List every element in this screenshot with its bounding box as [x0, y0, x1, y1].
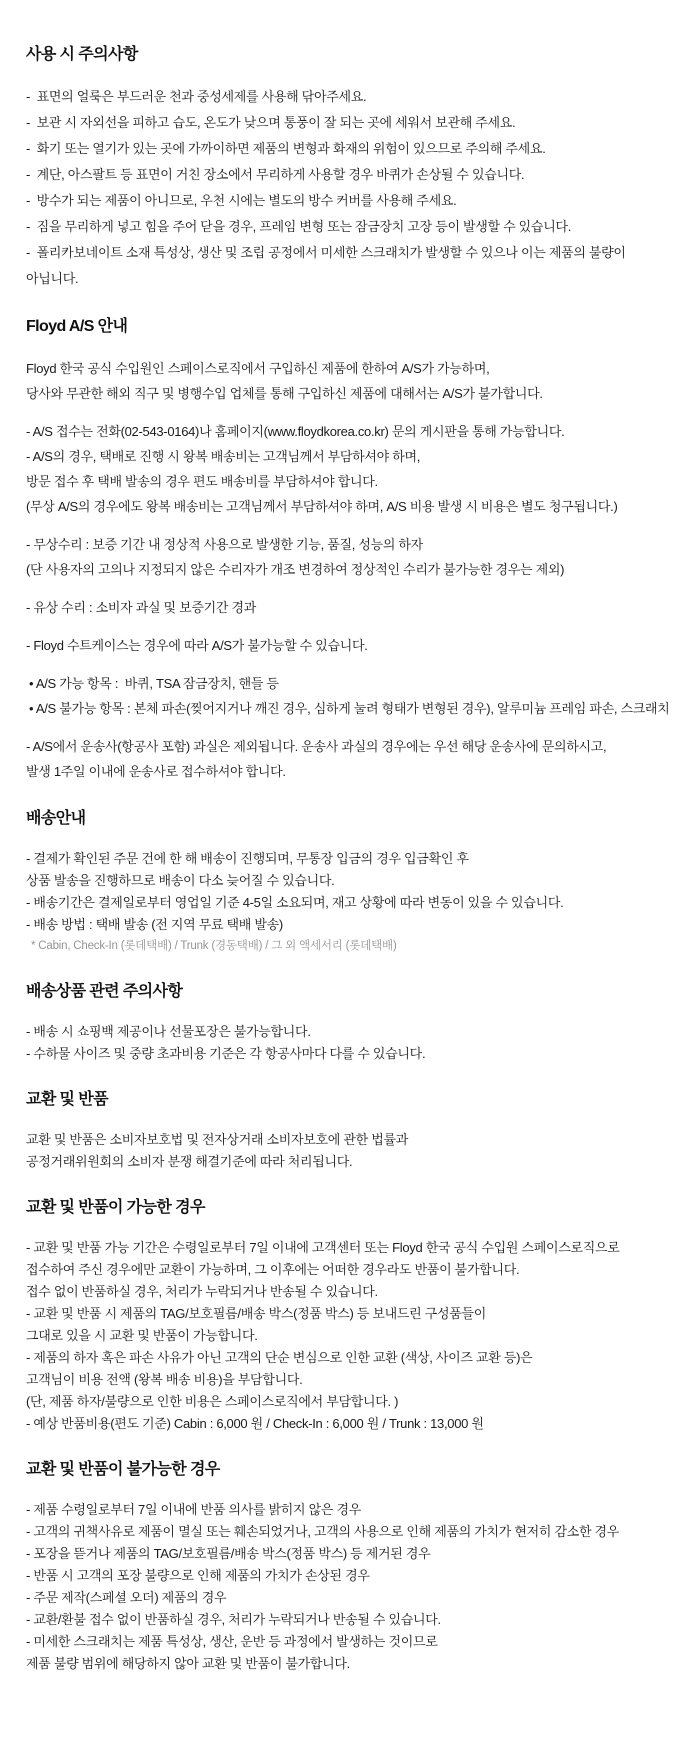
text-line: - 배송기간은 결제일로부터 영업일 기준 4-5일 소요되며, 재고 상황에 따라 변동이 있을 수 있습니다.	[26, 895, 564, 910]
text-line: - 표면의 얼룩은 부드러운 천과 중성세제를 사용해 닦아주세요.	[26, 89, 367, 104]
text-line: - 제품 수령일로부터 7일 이내에 반품 의사를 밝히지 않은 경우	[26, 1502, 361, 1517]
text-line: 방문 접수 후 택배 발송의 경우 편도 배송비를 부담하셔야 합니다.	[26, 474, 378, 489]
section-title-exchange-return-impossible: 교환 및 반품이 불가능한 경우	[26, 1461, 220, 1478]
carrier-note-line: * Cabin, Check-In (롯데택배) / Trunk (경동택배) / 그 외 액세서리 (롯데택배)	[28, 940, 397, 952]
text-line: - Floyd 수트케이스는 경우에 따라 A/S가 불가능할 수 있습니다.	[26, 638, 368, 653]
text-line: - 보관 시 자외선을 피하고 습도, 온도가 낮으며 통풍이 잘 되는 곳에 세워서 보관해 주세요.	[26, 115, 516, 130]
text-line: (무상 A/S의 경우에도 왕복 배송비는 고객님께서 부담하셔야 하며, A/S 비용 발생 시 비용은 별도 청구됩니다.)	[26, 499, 618, 514]
text-line: - 배송 방법 : 택배 발송 (전 지역 무료 택배 발송)	[26, 917, 283, 932]
section-usage-precautions	[26, 44, 670, 292]
text-line: - 계단, 아스팔트 등 표면이 거친 장소에서 무리하게 사용할 경우 바퀴가 손상될 수 있습니다.	[26, 167, 525, 182]
text-line: 발생 1주일 이내에 운송사로 접수하셔야 합니다.	[26, 764, 286, 779]
text-line: - 예상 반품비용(편도 기준) Cabin : 6,000 원 / Check-In : 6,000 원 / Trunk : 13,000 원	[26, 1416, 484, 1431]
section-shipping-precautions	[26, 981, 670, 1065]
section-title-shipping-precautions: 배송상품 관련 주의사항	[26, 983, 183, 1000]
text-line: • A/S 가능 항목 : 바퀴, TSA 잠금장치, 핸들 등	[29, 676, 279, 691]
section-title-as-guide: Floyd A/S 안내	[26, 318, 128, 335]
text-line: 제품 불량 범위에 해당하지 않아 교환 및 반품이 불가합니다.	[26, 1656, 350, 1671]
section-exchange-return-impossible	[26, 1459, 670, 1675]
text-line: - 결제가 확인된 주문 건에 한 해 배송이 진행되며, 무통장 입금의 경우 입금확인 후	[26, 851, 469, 866]
text-line: - 반품 시 고객의 포장 불량으로 인해 제품의 가치가 손상된 경우	[26, 1568, 370, 1583]
text-line: - 제품의 하자 혹은 파손 사유가 아닌 고객의 단순 변심으로 인한 교환 (색상, 사이즈 교환 등)은	[26, 1350, 533, 1365]
text-line: - 교환 및 반품 가능 기간은 수령일로부터 7일 이내에 고객센터 또는 Floyd 한국 공식 수입원 스페이스로직으로	[26, 1240, 620, 1255]
text-line: - 주문 제작(스페셜 오더) 제품의 경우	[26, 1590, 227, 1605]
text-line: 접수하여 주신 경우에만 교환이 가능하며, 그 이후에는 어떠한 경우라도 반품이 불가합니다.	[26, 1262, 520, 1277]
text-line: - A/S에서 운송사(항공사 포함) 과실은 제외됩니다. 운송사 과실의 경우에는 우선 해당 운송사에 문의하시고,	[26, 739, 607, 754]
section-as-guide	[26, 316, 670, 784]
section-title-usage-precautions: 사용 시 주의사항	[26, 46, 138, 63]
text-line: - A/S의 경우, 택배로 진행 시 왕복 배송비는 고객님께서 부담하셔야 하며,	[26, 449, 421, 464]
line-spacer	[26, 406, 670, 419]
text-line: - 교환 및 반품 시 제품의 TAG/보호필름/배송 박스(정품 박스) 등 보내드린 구성품들이	[26, 1306, 486, 1321]
text-line: 접수 없이 반품하실 경우, 처리가 누락되거나 반송될 수 있습니다.	[26, 1284, 378, 1299]
text-line: - 배송 시 쇼핑백 제공이나 선물포장은 불가능합니다.	[26, 1024, 311, 1039]
text-line: 고객님이 비용 전액 (왕복 배송 비용)을 부담합니다.	[26, 1372, 303, 1387]
text-line: - 유상 수리 : 소비자 과실 및 보증기간 경과	[26, 600, 256, 615]
line-spacer	[26, 582, 670, 595]
line-spacer	[26, 620, 670, 633]
text-line: - A/S 접수는 전화(02-543-0164)나 홈페이지(www.floydkorea.co.kr) 문의 게시판을 통해 가능합니다.	[26, 424, 565, 439]
text-line: - 고객의 귀책사유로 제품이 멸실 또는 훼손되었거나, 고객의 사용으로 인해 제품의 가치가 현저히 감소한 경우	[26, 1524, 620, 1539]
text-line: - 미세한 스크래치는 제품 특성상, 생산, 운반 등 과정에서 발생하는 것이므로	[26, 1634, 438, 1649]
section-title-exchange-return-possible: 교환 및 반품이 가능한 경우	[26, 1199, 205, 1216]
line-spacer	[26, 658, 670, 671]
section-title-shipping-guide: 배송안내	[26, 810, 86, 827]
text-line: 교환 및 반품은 소비자보호법 및 전자상거래 소비자보호에 관한 법률과	[26, 1132, 408, 1147]
section-exchange-return	[26, 1089, 670, 1173]
section-title-exchange-return: 교환 및 반품	[26, 1091, 108, 1108]
text-line: - 수하물 사이즈 및 중량 초과비용 기준은 각 항공사마다 다를 수 있습니다.	[26, 1046, 426, 1061]
text-line: Floyd 한국 공식 수입원인 스페이스로직에서 구입하신 제품에 한하여 A/S가 가능하며,	[26, 361, 490, 376]
section-exchange-return-possible	[26, 1197, 670, 1435]
text-line: - 짐을 무리하게 넣고 힘을 주어 닫을 경우, 프레임 변형 또는 잠금장치 고장 등이 발생할 수 있습니다.	[26, 219, 572, 234]
text-line: - 방수가 되는 제품이 아니므로, 우천 시에는 별도의 방수 커버를 사용해 주세요.	[26, 193, 457, 208]
line-spacer	[26, 519, 670, 532]
text-line: • A/S 불가능 항목 : 본체 파손(찢어지거나 깨진 경우, 심하게 눌려 형태가 변형된 경우), 알루미늄 프레임 파손, 스크래치	[29, 701, 670, 716]
text-line: 상품 발송을 진행하므로 배송이 다소 늦어질 수 있습니다.	[26, 873, 335, 888]
text-line: - 교환/환불 접수 없이 반품하실 경우, 처리가 누락되거나 반송될 수 있습니다.	[26, 1612, 441, 1627]
text-line: (단, 제품 하자/불량으로 인한 비용은 스페이스로직에서 부담합니다. )	[26, 1394, 399, 1409]
text-line: 당사와 무관한 해외 직구 및 병행수입 업체를 통해 구입하신 제품에 대해서는 A/S가 불가합니다.	[26, 386, 543, 401]
text-line: - 무상수리 : 보증 기간 내 정상적 사용으로 발생한 기능, 품질, 성능의 하자	[26, 537, 423, 552]
text-line: 공정거래위원회의 소비자 분쟁 해결기준에 따라 처리됩니다.	[26, 1154, 353, 1169]
text-line: - 포장을 뜯거나 제품의 TAG/보호필름/배송 박스(정품 박스) 등 제거된 경우	[26, 1546, 431, 1561]
text-line: 그대로 있을 시 교환 및 반품이 가능합니다.	[26, 1328, 258, 1343]
text-line: - 폴리카보네이트 소재 특성상, 생산 및 조립 공정에서 미세한 스크래치가 발생할 수 있으나 이는 제품의 불량이 아닙니다.	[26, 245, 629, 286]
text-line: - 화기 또는 열기가 있는 곳에 가까이하면 제품의 변형과 화재의 위험이 있으므로 주의해 주세요.	[26, 141, 546, 156]
text-line: (단 사용자의 고의나 지정되지 않은 수리자가 개조 변경하여 정상적인 수리가 불가능한 경우는 제외)	[26, 562, 565, 577]
section-shipping-guide	[26, 808, 670, 957]
line-spacer	[26, 721, 670, 734]
